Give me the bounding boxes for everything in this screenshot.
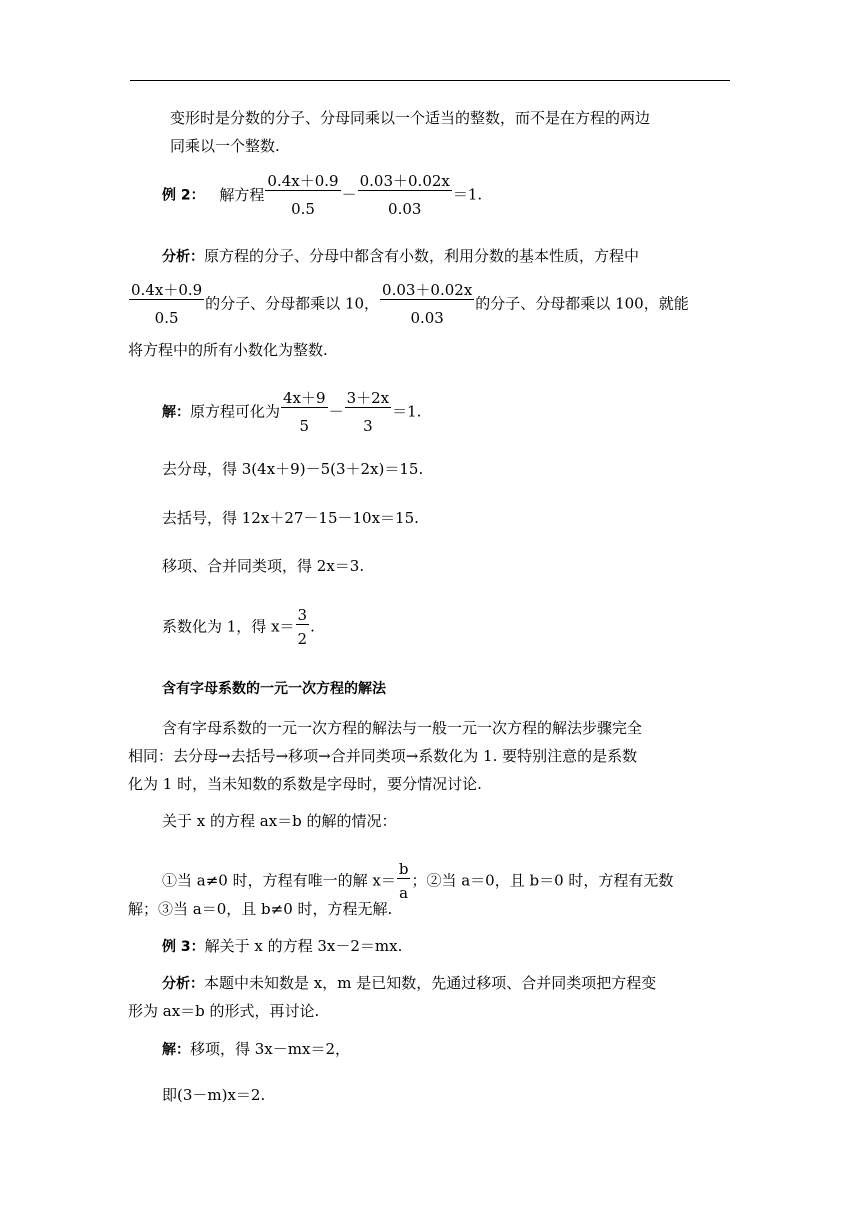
analysis-3-line-2: 形为 ax＝b 的形式，再讨论. [128, 1002, 320, 1020]
fraction-numerator: 3＋2x [346, 389, 390, 407]
minus-sign: － [328, 402, 344, 421]
fraction-numerator: 3 [297, 606, 308, 624]
example-2 [162, 172, 482, 219]
solution-2-line-1 [162, 389, 421, 436]
fraction-denominator: 0.03 [410, 309, 444, 327]
fraction-denominator: 0.03 [388, 200, 422, 218]
analysis-2-line-3: 将方程中的所有小数化为整数. [128, 341, 328, 359]
fraction-numerator: b [398, 860, 409, 878]
solution-2-step-4 [162, 606, 315, 649]
analysis-3-text: 本题中未知数是 x，m 是已知数，先通过移项、合并同类项把方程变 [204, 974, 657, 992]
header-rule [130, 80, 730, 81]
solution-2-label: 解： [162, 404, 190, 421]
example-2-prefix: 解方程 [219, 185, 265, 204]
analysis-2-label: 分析： [162, 249, 204, 265]
analysis-2-text: 原方程的分子、分母中都含有小数，利用分数的基本性质，方程中 [204, 247, 640, 265]
example-2-fraction-1 [265, 172, 340, 219]
intro-line-2: 同乘以一个整数. [170, 137, 280, 155]
case-1-fraction [397, 860, 411, 903]
analysis-2-mid-1: 的分子、分母都乘以 10， [205, 294, 380, 313]
fraction-denominator: a [399, 884, 409, 902]
step-4-suffix: . [310, 617, 315, 636]
example-3-label: 例 3： [162, 939, 205, 955]
solution-2-prefix: 原方程可化为 [190, 402, 281, 421]
intro-line-1: 变形时是分数的分子、分母同乘以一个适当的整数，而不是在方程的两边 [170, 109, 651, 127]
section-p1-line-1: 含有字母系数的一元一次方程的解法与一般一元一次方程的解法步骤完全 [162, 719, 643, 737]
fraction-denominator: 2 [297, 630, 308, 648]
section-p1-line-2: 相同：去分母→去括号→移项→合并同类项→系数化为 1. 要特别注意的是系数 [128, 747, 638, 765]
analysis-2-fraction-1 [129, 281, 204, 328]
solution-2-fraction-2 [345, 389, 392, 436]
solution-3-line-1 [162, 1039, 350, 1060]
analysis-3-line-1 [162, 973, 656, 994]
section-case-line-1 [162, 860, 673, 903]
section-case-line-2: 解；③当 a＝0，且 b≠0 时，方程无解. [128, 900, 393, 918]
step-4-prefix: 系数化为 1，得 x＝ [162, 617, 295, 636]
case-1-prefix: ①当 a≠0 时，方程有唯一的解 x＝ [162, 871, 396, 890]
fraction-numerator: 0.03＋0.02x [382, 281, 473, 299]
equals-one: ＝1. [392, 402, 422, 421]
fraction-numerator: 0.4x＋0.9 [267, 172, 339, 190]
analysis-2-line-2 [128, 281, 689, 328]
solution-2-step-2: 去括号，得 12x＋27－15－10x＝15. [162, 509, 419, 527]
solution-3-label: 解： [162, 1042, 190, 1058]
solution-3-line-2: 即(3－m)x＝2. [162, 1086, 266, 1104]
fraction-numerator: 0.03＋0.02x [359, 172, 450, 190]
example-2-fraction-2 [358, 172, 452, 219]
analysis-2-fraction-2 [380, 281, 474, 328]
fraction-numerator: 0.4x＋0.9 [131, 281, 203, 299]
fraction-denominator: 3 [363, 417, 373, 435]
solution-2-step-3: 移项、合并同类项，得 2x＝3. [162, 557, 365, 575]
example-3-text: 解关于 x 的方程 3x－2＝mx. [204, 937, 403, 955]
section-heading: 含有字母系数的一元一次方程的解法 [162, 681, 386, 697]
analysis-2-line-1 [162, 246, 639, 267]
minus-sign: － [341, 185, 357, 204]
section-p1-line-3: 化为 1 时，当未知数的系数是字母时，要分情况讨论. [128, 775, 482, 793]
example-3 [162, 936, 402, 957]
analysis-3-label: 分析： [162, 976, 204, 992]
section-p2-text: 关于 x 的方程 ax＝b 的解的情况： [162, 812, 397, 830]
section-p2 [162, 811, 397, 831]
solution-3-text: 移项，得 3x－mx＝2， [190, 1040, 350, 1058]
equals-one: ＝1. [452, 185, 483, 204]
solution-2-step-1: 去分母，得 3(4x＋9)－5(3＋2x)＝15. [162, 460, 424, 478]
fraction-denominator: 0.5 [291, 200, 315, 218]
case-1-suffix: ；②当 a＝0，且 b＝0 时，方程有无数 [411, 871, 674, 890]
example-2-label: 例 2： [162, 187, 205, 204]
step-4-fraction [296, 606, 310, 649]
fraction-denominator: 5 [299, 417, 310, 435]
fraction-denominator: 0.5 [154, 309, 179, 327]
solution-2-fraction-1 [281, 389, 328, 436]
analysis-2-mid-2: 的分子、分母都乘以 100，就能 [475, 294, 689, 313]
fraction-numerator: 4x＋9 [283, 389, 326, 407]
